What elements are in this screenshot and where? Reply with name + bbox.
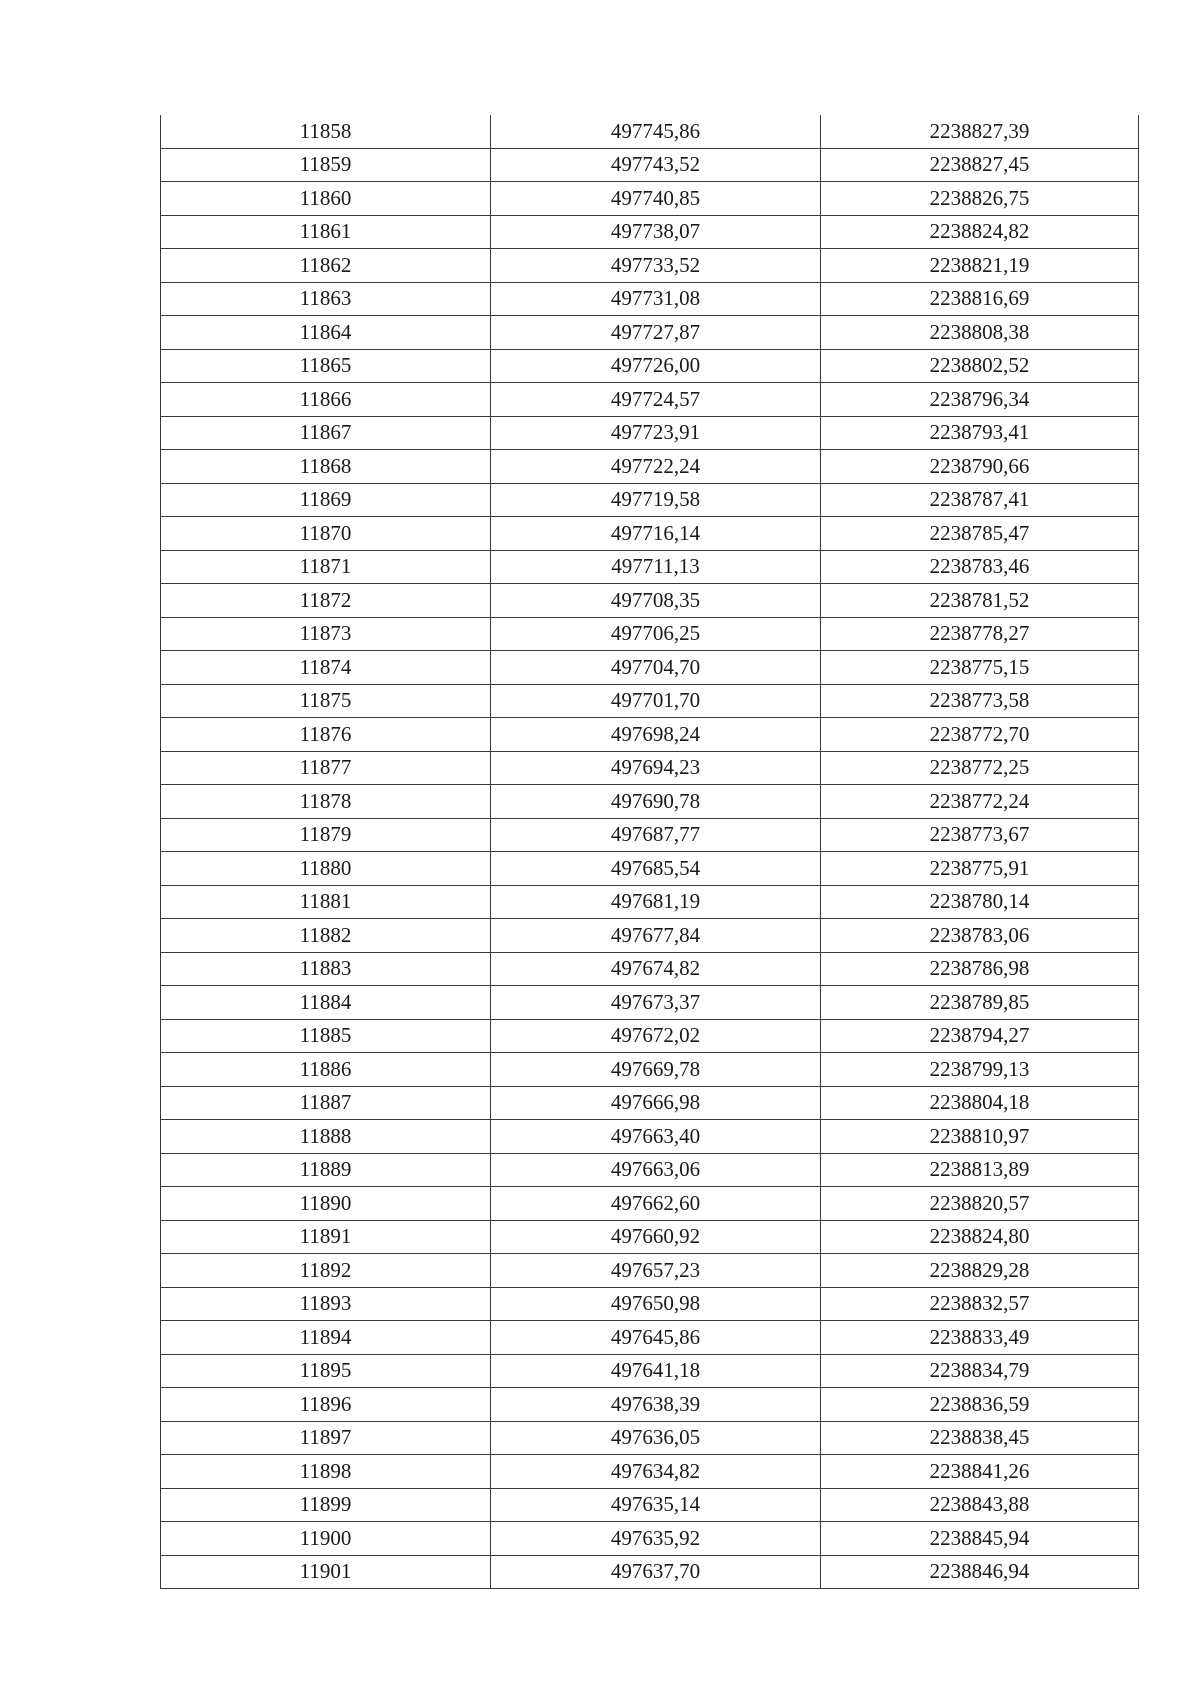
point-number-cell: 11872 xyxy=(161,584,491,618)
x-coordinate-cell: 497733,52 xyxy=(491,249,821,283)
y-coordinate-cell: 2238824,82 xyxy=(821,215,1139,249)
point-number-cell: 11858 xyxy=(161,115,491,148)
table-row xyxy=(161,718,1139,752)
y-coordinate-cell: 2238826,75 xyxy=(821,182,1139,216)
table-row xyxy=(161,785,1139,819)
y-coordinate-cell: 2238785,47 xyxy=(821,517,1139,551)
x-coordinate-cell: 497698,24 xyxy=(491,718,821,752)
table-row xyxy=(161,651,1139,685)
point-number-cell: 11896 xyxy=(161,1388,491,1422)
point-number-cell: 11869 xyxy=(161,483,491,517)
table-row xyxy=(161,1086,1139,1120)
table-row xyxy=(161,316,1139,350)
point-number-cell: 11898 xyxy=(161,1455,491,1489)
point-number-cell: 11873 xyxy=(161,617,491,651)
point-number-cell: 11895 xyxy=(161,1354,491,1388)
x-coordinate-cell: 497636,05 xyxy=(491,1421,821,1455)
x-coordinate-cell: 497674,82 xyxy=(491,952,821,986)
table-row xyxy=(161,1555,1139,1589)
x-coordinate-cell: 497638,39 xyxy=(491,1388,821,1422)
y-coordinate-cell: 2238790,66 xyxy=(821,450,1139,484)
table-row xyxy=(161,818,1139,852)
point-number-cell: 11894 xyxy=(161,1321,491,1355)
y-coordinate-cell: 2238841,26 xyxy=(821,1455,1139,1489)
y-coordinate-cell: 2238846,94 xyxy=(821,1555,1139,1589)
table-row xyxy=(161,1488,1139,1522)
y-coordinate-cell: 2238834,79 xyxy=(821,1354,1139,1388)
table-row xyxy=(161,383,1139,417)
x-coordinate-cell: 497662,60 xyxy=(491,1187,821,1221)
y-coordinate-cell: 2238775,15 xyxy=(821,651,1139,685)
point-number-cell: 11863 xyxy=(161,282,491,316)
y-coordinate-cell: 2238789,85 xyxy=(821,986,1139,1020)
table-row xyxy=(161,115,1139,148)
y-coordinate-cell: 2238843,88 xyxy=(821,1488,1139,1522)
point-number-cell: 11860 xyxy=(161,182,491,216)
y-coordinate-cell: 2238802,52 xyxy=(821,349,1139,383)
table-row xyxy=(161,986,1139,1020)
y-coordinate-cell: 2238796,34 xyxy=(821,383,1139,417)
x-coordinate-cell: 497663,06 xyxy=(491,1153,821,1187)
point-number-cell: 11871 xyxy=(161,550,491,584)
table-row xyxy=(161,249,1139,283)
point-number-cell: 11888 xyxy=(161,1120,491,1154)
y-coordinate-cell: 2238773,67 xyxy=(821,818,1139,852)
point-number-cell: 11866 xyxy=(161,383,491,417)
point-number-cell: 11900 xyxy=(161,1522,491,1556)
x-coordinate-cell: 497634,82 xyxy=(491,1455,821,1489)
y-coordinate-cell: 2238845,94 xyxy=(821,1522,1139,1556)
y-coordinate-cell: 2238780,14 xyxy=(821,885,1139,919)
y-coordinate-cell: 2238786,98 xyxy=(821,952,1139,986)
x-coordinate-cell: 497711,13 xyxy=(491,550,821,584)
table-row xyxy=(161,684,1139,718)
point-number-cell: 11880 xyxy=(161,852,491,886)
table-row xyxy=(161,349,1139,383)
y-coordinate-cell: 2238821,19 xyxy=(821,249,1139,283)
point-number-cell: 11864 xyxy=(161,316,491,350)
table-row xyxy=(161,617,1139,651)
point-number-cell: 11890 xyxy=(161,1187,491,1221)
x-coordinate-cell: 497673,37 xyxy=(491,986,821,1020)
x-coordinate-cell: 497645,86 xyxy=(491,1321,821,1355)
point-number-cell: 11897 xyxy=(161,1421,491,1455)
y-coordinate-cell: 2238833,49 xyxy=(821,1321,1139,1355)
point-number-cell: 11887 xyxy=(161,1086,491,1120)
table-row xyxy=(161,1522,1139,1556)
x-coordinate-cell: 497706,25 xyxy=(491,617,821,651)
x-coordinate-cell: 497701,70 xyxy=(491,684,821,718)
point-number-cell: 11874 xyxy=(161,651,491,685)
point-number-cell: 11861 xyxy=(161,215,491,249)
y-coordinate-cell: 2238838,45 xyxy=(821,1421,1139,1455)
y-coordinate-cell: 2238813,89 xyxy=(821,1153,1139,1187)
table-row xyxy=(161,852,1139,886)
y-coordinate-cell: 2238832,57 xyxy=(821,1287,1139,1321)
y-coordinate-cell: 2238794,27 xyxy=(821,1019,1139,1053)
x-coordinate-cell: 497722,24 xyxy=(491,450,821,484)
x-coordinate-cell: 497716,14 xyxy=(491,517,821,551)
y-coordinate-cell: 2238804,18 xyxy=(821,1086,1139,1120)
y-coordinate-cell: 2238773,58 xyxy=(821,684,1139,718)
table-row xyxy=(161,1220,1139,1254)
y-coordinate-cell: 2238820,57 xyxy=(821,1187,1139,1221)
x-coordinate-cell: 497723,91 xyxy=(491,416,821,450)
point-number-cell: 11875 xyxy=(161,684,491,718)
table-row xyxy=(161,1254,1139,1288)
y-coordinate-cell: 2238783,06 xyxy=(821,919,1139,953)
x-coordinate-cell: 497719,58 xyxy=(491,483,821,517)
x-coordinate-cell: 497641,18 xyxy=(491,1354,821,1388)
table-row xyxy=(161,952,1139,986)
y-coordinate-cell: 2238772,24 xyxy=(821,785,1139,819)
coordinates-table xyxy=(160,115,1139,1589)
x-coordinate-cell: 497726,00 xyxy=(491,349,821,383)
x-coordinate-cell: 497672,02 xyxy=(491,1019,821,1053)
point-number-cell: 11870 xyxy=(161,517,491,551)
point-number-cell: 11893 xyxy=(161,1287,491,1321)
table-row xyxy=(161,416,1139,450)
y-coordinate-cell: 2238781,52 xyxy=(821,584,1139,618)
point-number-cell: 11885 xyxy=(161,1019,491,1053)
point-number-cell: 11868 xyxy=(161,450,491,484)
y-coordinate-cell: 2238827,39 xyxy=(821,115,1139,148)
table-row xyxy=(161,215,1139,249)
y-coordinate-cell: 2238829,28 xyxy=(821,1254,1139,1288)
point-number-cell: 11884 xyxy=(161,986,491,1020)
table-row xyxy=(161,148,1139,182)
y-coordinate-cell: 2238775,91 xyxy=(821,852,1139,886)
coordinates-table-body xyxy=(161,115,1139,1589)
point-number-cell: 11878 xyxy=(161,785,491,819)
table-row xyxy=(161,1120,1139,1154)
point-number-cell: 11867 xyxy=(161,416,491,450)
y-coordinate-cell: 2238824,80 xyxy=(821,1220,1139,1254)
table-row xyxy=(161,919,1139,953)
x-coordinate-cell: 497727,87 xyxy=(491,316,821,350)
y-coordinate-cell: 2238808,38 xyxy=(821,316,1139,350)
point-number-cell: 11883 xyxy=(161,952,491,986)
point-number-cell: 11899 xyxy=(161,1488,491,1522)
point-number-cell: 11859 xyxy=(161,148,491,182)
point-number-cell: 11889 xyxy=(161,1153,491,1187)
y-coordinate-cell: 2238787,41 xyxy=(821,483,1139,517)
x-coordinate-cell: 497685,54 xyxy=(491,852,821,886)
x-coordinate-cell: 497690,78 xyxy=(491,785,821,819)
table-row xyxy=(161,282,1139,316)
point-number-cell: 11879 xyxy=(161,818,491,852)
table-row xyxy=(161,450,1139,484)
table-row xyxy=(161,1455,1139,1489)
x-coordinate-cell: 497740,85 xyxy=(491,182,821,216)
table-row xyxy=(161,1321,1139,1355)
table-row xyxy=(161,885,1139,919)
y-coordinate-cell: 2238778,27 xyxy=(821,617,1139,651)
table-row xyxy=(161,1354,1139,1388)
point-number-cell: 11881 xyxy=(161,885,491,919)
point-number-cell: 11862 xyxy=(161,249,491,283)
table-row xyxy=(161,751,1139,785)
x-coordinate-cell: 497660,92 xyxy=(491,1220,821,1254)
table-row xyxy=(161,1388,1139,1422)
table-row xyxy=(161,182,1139,216)
x-coordinate-cell: 497708,35 xyxy=(491,584,821,618)
x-coordinate-cell: 497694,23 xyxy=(491,751,821,785)
table-row xyxy=(161,1287,1139,1321)
table-row xyxy=(161,483,1139,517)
y-coordinate-cell: 2238816,69 xyxy=(821,282,1139,316)
y-coordinate-cell: 2238799,13 xyxy=(821,1053,1139,1087)
point-number-cell: 11865 xyxy=(161,349,491,383)
y-coordinate-cell: 2238810,97 xyxy=(821,1120,1139,1154)
x-coordinate-cell: 497657,23 xyxy=(491,1254,821,1288)
point-number-cell: 11876 xyxy=(161,718,491,752)
x-coordinate-cell: 497677,84 xyxy=(491,919,821,953)
x-coordinate-cell: 497635,92 xyxy=(491,1522,821,1556)
point-number-cell: 11891 xyxy=(161,1220,491,1254)
x-coordinate-cell: 497745,86 xyxy=(491,115,821,148)
y-coordinate-cell: 2238772,25 xyxy=(821,751,1139,785)
x-coordinate-cell: 497637,70 xyxy=(491,1555,821,1589)
point-number-cell: 11901 xyxy=(161,1555,491,1589)
point-number-cell: 11892 xyxy=(161,1254,491,1288)
table-row xyxy=(161,517,1139,551)
y-coordinate-cell: 2238836,59 xyxy=(821,1388,1139,1422)
x-coordinate-cell: 497681,19 xyxy=(491,885,821,919)
x-coordinate-cell: 497687,77 xyxy=(491,818,821,852)
x-coordinate-cell: 497666,98 xyxy=(491,1086,821,1120)
point-number-cell: 11882 xyxy=(161,919,491,953)
y-coordinate-cell: 2238793,41 xyxy=(821,416,1139,450)
x-coordinate-cell: 497738,07 xyxy=(491,215,821,249)
table-row xyxy=(161,584,1139,618)
x-coordinate-cell: 497743,52 xyxy=(491,148,821,182)
point-number-cell: 11877 xyxy=(161,751,491,785)
x-coordinate-cell: 497724,57 xyxy=(491,383,821,417)
x-coordinate-cell: 497704,70 xyxy=(491,651,821,685)
x-coordinate-cell: 497635,14 xyxy=(491,1488,821,1522)
table-row xyxy=(161,1019,1139,1053)
x-coordinate-cell: 497731,08 xyxy=(491,282,821,316)
y-coordinate-cell: 2238772,70 xyxy=(821,718,1139,752)
x-coordinate-cell: 497663,40 xyxy=(491,1120,821,1154)
x-coordinate-cell: 497669,78 xyxy=(491,1053,821,1087)
x-coordinate-cell: 497650,98 xyxy=(491,1287,821,1321)
table-row xyxy=(161,1187,1139,1221)
y-coordinate-cell: 2238783,46 xyxy=(821,550,1139,584)
table-row xyxy=(161,1153,1139,1187)
table-row xyxy=(161,1421,1139,1455)
point-number-cell: 11886 xyxy=(161,1053,491,1087)
table-row xyxy=(161,1053,1139,1087)
y-coordinate-cell: 2238827,45 xyxy=(821,148,1139,182)
table-row xyxy=(161,550,1139,584)
